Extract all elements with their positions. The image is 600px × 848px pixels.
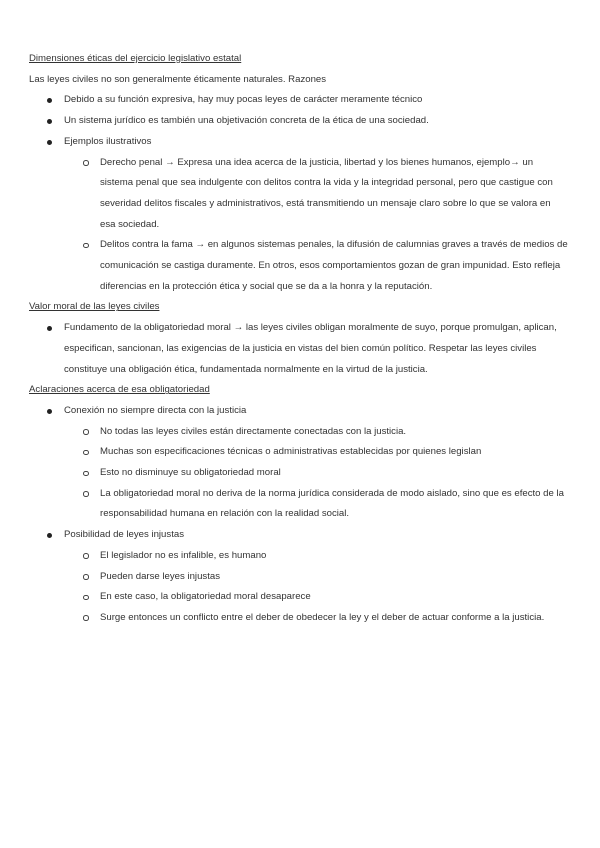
list-item — [29, 111, 570, 132]
list-item-text: Fundamento de la obligatoriedad moral → las leyes civiles obligan moralmente de suyo, porque promulgan, aplican, especifican, sancionan, las exigencias de la justicia en vistas del bien común político. Respetar las leyes civiles constituye una obligación ética, fundamentada normalmente en la virtud de la justicia. — [64, 322, 557, 375]
sub-list-item: Pueden darse leyes injustas — [64, 567, 570, 588]
sub-list-item: La obligatoriedad moral no deriva de la norma jurídica considerada de modo aislado, sino que es efecto de la responsabilidad humana en relación con la realidad social. — [64, 484, 570, 525]
sub-list-item: No todas las leyes civiles están directamente conectadas con la justicia. — [64, 422, 570, 443]
sub-list-item: Esto no disminuye su obligatoriedad moral — [64, 463, 570, 484]
section-valor-moral — [29, 297, 570, 380]
section-heading: Aclaraciones acerca de esa obligatoriedad — [29, 384, 210, 396]
sub-list-item: Derecho penal → Expresa una idea acerca de la justicia, libertad y los bienes humanos, ejemplo→ un sistema penal que sea indulgente con delitos contra la vida y la integridad personal, pero que castigue con severidad delitos fiscales y administrativos, está transmitiendo un mensaje claro sobre lo que se valora en esa sociedad. — [64, 153, 570, 236]
list-item — [29, 132, 570, 298]
section-heading: Dimensiones éticas del ejercicio legislativo estatal — [29, 53, 242, 64]
list-item-text: Ejemplos ilustrativos — [64, 135, 152, 147]
sub-list-item: El legislador no es infalible, es humano — [64, 546, 570, 567]
sub-list-item: Surge entonces un conflicto entre el deber de obedecer la ley y el deber de actuar conforme a la justicia. — [64, 608, 570, 629]
list-item-text: Un sistema jurídico es también una objetivación concreta de la ética de una sociedad. — [64, 115, 429, 127]
bullet-list — [29, 401, 570, 629]
list-item-text: Debido a su función expresiva, hay muy pocas leyes de carácter meramente técnico — [64, 94, 423, 106]
list-item — [29, 318, 570, 380]
list-item — [29, 401, 570, 525]
section-intro: Las leyes civiles no son generalmente éticamente naturales. Razones — [29, 73, 327, 85]
list-item-text: Posibilidad de leyes injustas — [64, 529, 184, 541]
sub-list-item: Muchas son especificaciones técnicas o administrativas establecidas por quienes legislan — [64, 442, 570, 463]
section-dimensiones — [29, 49, 570, 297]
sub-bullet-list — [64, 153, 570, 298]
sub-bullet-list — [64, 422, 570, 526]
section-aclaraciones — [29, 380, 570, 628]
sub-bullet-list — [64, 546, 570, 629]
sub-list-item: Delitos contra la fama → en algunos sistemas penales, la difusión de calumnias graves a través de medios de comunicación se castiga duramente. En otros, esos comportamientos gozan de gran impunidad. Esto refleja diferencias en la protección ética y social que se da a la honra y la reputación. — [64, 235, 570, 297]
sub-list-item: En este caso, la obligatoriedad moral desaparece — [64, 587, 570, 608]
bullet-list — [29, 90, 570, 297]
list-item — [29, 90, 570, 111]
bullet-list — [29, 318, 570, 380]
list-item-text: Conexión no siempre directa con la justicia — [64, 404, 247, 416]
list-item — [29, 525, 570, 629]
section-heading: Valor moral de las leyes civiles — [29, 301, 160, 313]
